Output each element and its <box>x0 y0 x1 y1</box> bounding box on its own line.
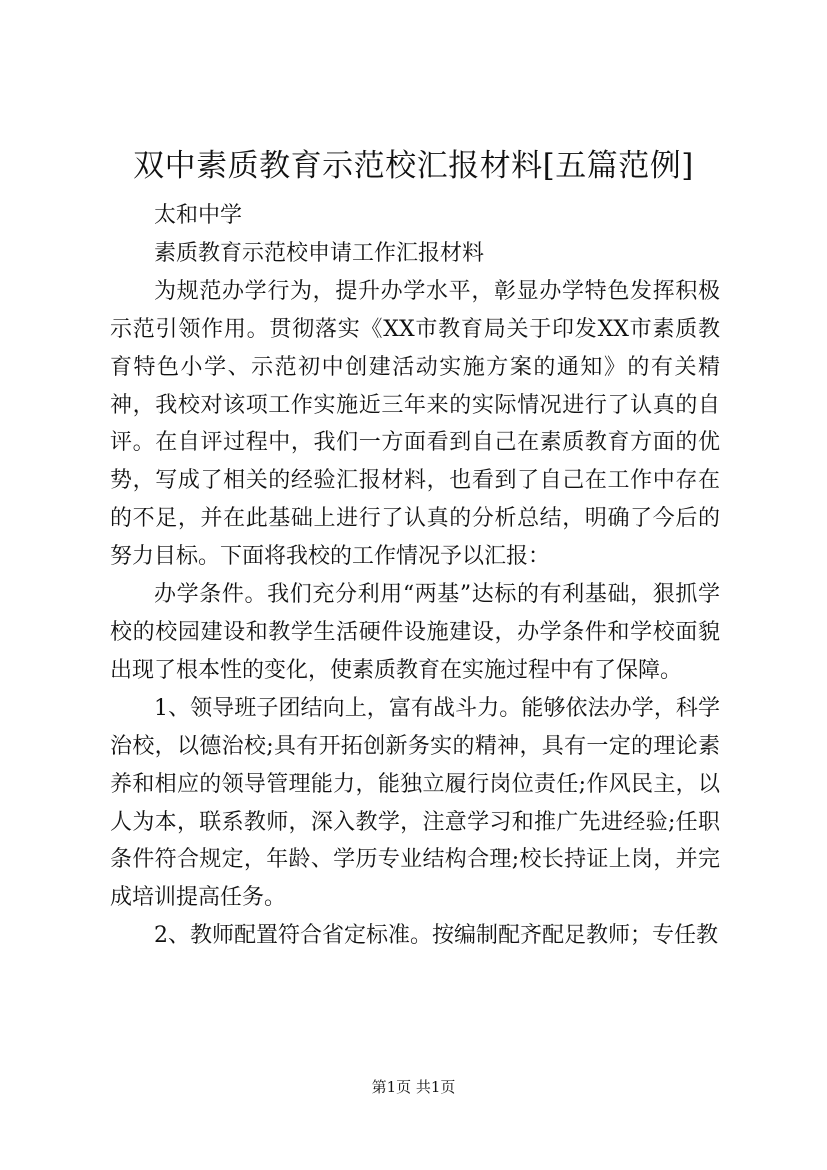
school-name: 太和中学 <box>154 203 243 228</box>
document-body <box>110 197 720 955</box>
leadership-paragraph: 1、领导班子团结向上，富有战斗力。能够依法办学，科学治校，以德治校;具有开拓创新务实的精神，具有一定的理论素养和相应的领导管理能力，能独立履行岗位责任;作风民主，以人为本，联系教师，深入教学，注意学习和推广先进经验;任职条件符合规定，年龄、学历专业结构合理;校长持证上岗，并完成培训提高任务。 <box>110 695 720 911</box>
teachers-paragraph: 2、教师配置符合省定标准。按编制配齐配足教师；专任教 <box>154 923 718 949</box>
page-footer: 第1页 共1页 <box>371 1078 456 1096</box>
intro-paragraph: 为规范办学行为，提升办学水平，彰显办学特色发挥积极示范引领作用。贯彻落实《XX市教育局关于印发XX市素质教育特色小学、示范初中创建活动实施方案的通知》的有关精神，我校对该项工作实施近三年来的实际情况进行了认真的自评。在自评过程中，我们一方面看到自己在素质教育方面的优势，写成了相关的经验汇报材料，也看到了自己在工作中存在的不足，并在此基础上进行了认真的分析总结，明确了今后的努力目标。下面将我校的工作情况予以汇报： <box>110 278 720 570</box>
document-title: 双中素质教育示范校汇报材料[五篇范例] <box>133 148 694 184</box>
report-subtitle: 素质教育示范校申请工作汇报材料 <box>154 240 485 266</box>
conditions-paragraph: 办学条件。我们充分利用“两基”达标的有利基础，狠抓学校的校园建设和教学生活硬件设施建设，办学条件和学校面貌出现了根本性的变化，使素质教育在实施过程中有了保障。 <box>110 582 720 683</box>
